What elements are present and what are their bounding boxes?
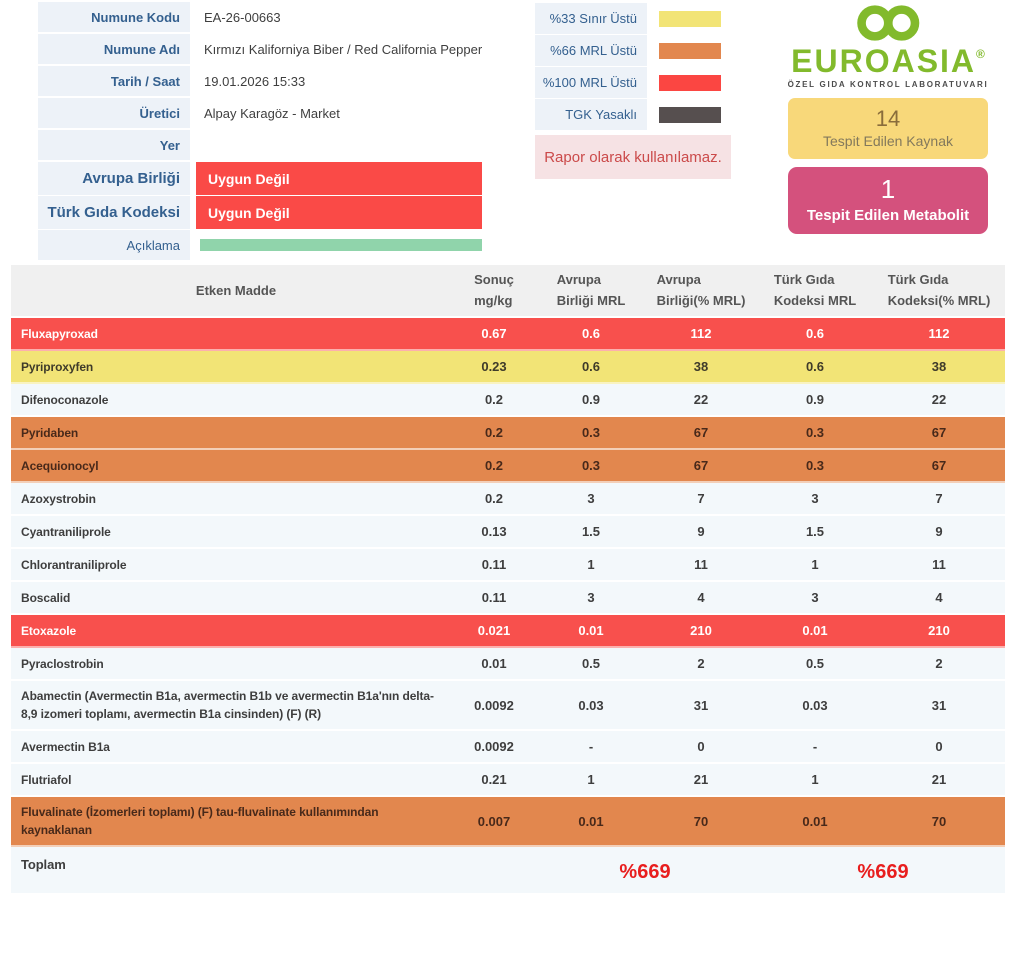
- eu-percent-mrl: 4: [697, 590, 705, 605]
- column-header-sonuc: [451, 265, 537, 316]
- info-label: Tarih / Saat: [38, 66, 190, 96]
- tgk-mrl: 1.5: [805, 524, 825, 539]
- substance-name: Etoxazole: [21, 623, 77, 638]
- column-header-etken-madde: [11, 265, 451, 316]
- column-header-text: Avrupa: [656, 272, 701, 288]
- tgk-mrl: 1: [811, 772, 819, 787]
- tgk-percent-mrl: 38: [931, 359, 947, 374]
- aciklama-label: Açıklama: [38, 230, 190, 260]
- info-label: Yer: [38, 130, 190, 160]
- legend-label: TGK Yasaklı: [535, 99, 647, 130]
- eu-mrl: 3: [587, 491, 595, 506]
- column-header-text: Kodeksi MRL: [773, 292, 857, 308]
- info-value: EA-26-00663: [204, 9, 281, 25]
- tgk-mrl: 0.01: [802, 623, 828, 638]
- column-header-eu-mrl: [537, 265, 645, 316]
- eu-percent-mrl: 112: [690, 326, 712, 341]
- eu-mrl: 1.5: [581, 524, 601, 539]
- legend-color-swatch: [659, 11, 721, 27]
- column-header-text: Etken Madde: [195, 283, 277, 298]
- eu-percent-mrl: 67: [693, 425, 709, 440]
- column-header-text: mg/kg: [474, 292, 513, 308]
- table-row: [11, 318, 1005, 351]
- table-row: [11, 417, 1005, 450]
- result-mgkg: 0.11: [481, 590, 507, 605]
- brand-wordmark: [768, 45, 1008, 77]
- brand-panel: [768, 2, 1008, 242]
- info-row: [38, 34, 482, 64]
- info-value: [190, 130, 204, 160]
- tgk-mrl: 0.6: [805, 326, 825, 341]
- substance-name: Azoxystrobin: [21, 491, 96, 506]
- eu-mrl: 3: [587, 590, 595, 605]
- table-row: [11, 797, 1005, 847]
- column-header-text: Türk Gıda: [773, 272, 835, 288]
- eu-percent-mrl: 7: [697, 491, 705, 506]
- tgk-percent-mrl: 4: [935, 590, 943, 605]
- info-label: Numune Adı: [38, 34, 190, 64]
- column-header-text: Avrupa: [556, 272, 601, 288]
- tgk-mrl: 3: [811, 590, 819, 605]
- substance-name: Fluvalinate (İzomerleri toplamı) (F) tau-fluvalinate kullanımından kaynaklanan: [21, 805, 379, 837]
- result-mgkg: 0.2: [484, 392, 504, 407]
- table-row: [11, 764, 1005, 797]
- compliance-row: [38, 162, 482, 195]
- info-label: Numune Kodu: [38, 2, 190, 32]
- result-mgkg: 0.21: [481, 772, 507, 787]
- info-row: [38, 2, 482, 32]
- legend-rows: [535, 3, 731, 130]
- compliance-rows: [38, 162, 482, 229]
- table-row: [11, 351, 1005, 384]
- legend-row: [535, 99, 731, 130]
- result-mgkg: 0.021: [477, 623, 511, 638]
- legend-color-swatch: [659, 43, 721, 59]
- stat-label: Tespit Edilen Metabolit: [806, 207, 970, 225]
- sample-info-rows: [38, 2, 482, 160]
- column-header-tgk-mrl: [757, 265, 873, 316]
- substance-name: Flutriafol: [21, 772, 72, 787]
- compliance-row: [38, 196, 482, 229]
- column-header-text: Türk Gıda: [887, 272, 949, 288]
- table-row: [11, 615, 1005, 648]
- result-mgkg: 0.2: [484, 491, 504, 506]
- legend-row: [535, 3, 731, 34]
- compliance-label: Avrupa Birliği: [38, 162, 190, 195]
- eu-mrl: 1: [587, 557, 595, 572]
- result-mgkg: 0.007: [477, 813, 511, 829]
- compliance-label: Türk Gıda Kodeksi: [38, 196, 190, 229]
- stat-card: [788, 167, 988, 234]
- substance-name: Boscalid: [21, 590, 71, 605]
- report-disclaimer-note: Rapor olarak kullanılamaz.: [535, 135, 731, 179]
- eu-mrl: 0.5: [581, 656, 601, 671]
- legend-row: [535, 35, 731, 66]
- eu-mrl: 1: [587, 772, 595, 787]
- total-label: Toplam: [21, 857, 66, 872]
- stat-label: Tespit Edilen Kaynak: [823, 133, 953, 150]
- column-header-text: Kodeksi(% MRL): [887, 292, 991, 308]
- table-row: [11, 516, 1005, 549]
- tgk-percent-mrl: 210: [928, 623, 950, 638]
- eu-mrl: 0.3: [581, 458, 601, 473]
- tgk-percent-mrl: 31: [931, 697, 947, 713]
- substance-name: Pyridaben: [21, 425, 79, 440]
- legend-label: %100 MRL Üstü: [535, 67, 647, 98]
- eu-percent-mrl: 67: [693, 458, 709, 473]
- info-label: Üretici: [38, 98, 190, 128]
- tgk-percent-mrl: 2: [935, 656, 943, 671]
- substance-name: Acequionocyl: [21, 458, 99, 473]
- brand-subtitle: ÖZEL GIDA KONTROL LABORATUVARI: [787, 80, 989, 89]
- result-mgkg: 0.0092: [474, 697, 514, 713]
- legend-label: %66 MRL Üstü: [535, 35, 647, 66]
- table-row: [11, 483, 1005, 516]
- substance-name: Fluxapyroxad: [21, 326, 98, 341]
- tgk-percent-mrl: 9: [935, 524, 943, 539]
- result-mgkg: 0.13: [481, 524, 507, 539]
- tgk-percent-mrl: 0: [935, 739, 943, 754]
- tgk-mrl: 3: [811, 491, 819, 506]
- substance-name: Chlorantraniliprole: [21, 557, 127, 572]
- stat-value: 14: [875, 106, 901, 131]
- result-mgkg: 0.2: [484, 425, 504, 440]
- results-table: [11, 265, 1005, 895]
- substance-name: Pyriproxyfen: [21, 359, 94, 374]
- total-empty-cell: [451, 847, 537, 893]
- info-value: Alpay Karagöz - Market: [204, 105, 340, 121]
- tgk-percent-mrl: 22: [931, 392, 947, 407]
- brand-name: EUROASIA: [791, 43, 977, 79]
- tgk-mrl: 1: [811, 557, 819, 572]
- eu-percent-mrl: 0: [697, 739, 705, 754]
- tgk-mrl: 0.03: [802, 697, 828, 713]
- result-mgkg: 0.01: [481, 656, 507, 671]
- tgk-percent-mrl: 112: [928, 326, 950, 341]
- column-header-text: Sonuç: [474, 272, 514, 288]
- sample-info-table: [38, 2, 482, 262]
- stat-cards: [768, 98, 1008, 234]
- tgk-percent-mrl: 70: [931, 813, 947, 829]
- tgk-mrl: -: [812, 739, 818, 754]
- infinity-logo-icon: [768, 2, 1008, 44]
- eu-mrl: -: [588, 739, 594, 754]
- eu-percent-mrl: 11: [694, 557, 708, 572]
- tgk-mrl: 0.3: [805, 458, 825, 473]
- severity-legend: [535, 3, 731, 179]
- stat-value: 1: [880, 174, 896, 205]
- legend-color-swatch: [659, 107, 721, 123]
- report-header-section: [0, 0, 1016, 265]
- result-mgkg: 0.0092: [474, 739, 514, 754]
- info-value: Kırmızı Kaliforniya Biber / Red California Pepper: [204, 41, 483, 57]
- results-table-header: [11, 265, 1005, 318]
- legend-color-swatch: [659, 75, 721, 91]
- result-mgkg: 0.2: [484, 458, 504, 473]
- table-row: [11, 549, 1005, 582]
- stat-card: [788, 98, 988, 159]
- eu-percent-mrl: 70: [693, 813, 709, 829]
- tgk-percent-mrl: 11: [932, 557, 946, 572]
- column-header-text: Birliği(% MRL): [656, 292, 746, 308]
- info-value: 19.01.2026 15:33: [204, 73, 306, 89]
- result-mgkg: 0.23: [481, 359, 507, 374]
- column-header-text: Birliği MRL: [556, 292, 626, 308]
- eu-percent-mrl: 22: [693, 392, 709, 407]
- eu-mrl: 0.01: [578, 813, 604, 829]
- table-row: [11, 681, 1005, 731]
- eu-percent-mrl: 210: [690, 623, 712, 638]
- tgk-percent-mrl: 21: [931, 772, 947, 787]
- tgk-mrl: 0.5: [805, 656, 825, 671]
- results-table-body: [11, 318, 1005, 847]
- legend-row: [535, 67, 731, 98]
- eu-percent-mrl: 2: [697, 656, 705, 671]
- total-eu-percent: %669: [619, 861, 671, 883]
- tgk-percent-mrl: 67: [931, 425, 947, 440]
- eu-percent-mrl: 31: [693, 697, 709, 713]
- legend-label: %33 Sınır Üstü: [535, 3, 647, 34]
- info-row: [38, 98, 482, 128]
- compliance-status-badge: Uygun Değil: [196, 162, 482, 195]
- total-row: [11, 847, 1005, 895]
- tgk-mrl: 0.9: [805, 392, 825, 407]
- eu-mrl: 0.6: [581, 359, 601, 374]
- table-row: [11, 648, 1005, 681]
- substance-name: Pyraclostrobin: [21, 656, 104, 671]
- tgk-percent-mrl: 7: [935, 491, 943, 506]
- compliance-status-badge: Uygun Değil: [196, 196, 482, 229]
- tgk-mrl: 0.01: [802, 813, 828, 829]
- tgk-mrl: 0.6: [805, 359, 825, 374]
- tgk-percent-mrl: 67: [931, 458, 947, 473]
- tgk-mrl: 0.3: [805, 425, 825, 440]
- eu-percent-mrl: 9: [697, 524, 705, 539]
- column-header-eu-percent-mrl: [645, 265, 757, 316]
- eu-mrl: 0.9: [581, 392, 601, 407]
- table-row: [11, 731, 1005, 764]
- substance-name: Abamectin (Avermectin B1a, avermectin B1b ve avermectin B1a'nın delta-8,9 izomeri toplamı, avermectin B1a cinsinden) (F) (R): [21, 689, 434, 721]
- substance-name: Avermectin B1a: [21, 739, 110, 754]
- substance-name: Cyantraniliprole: [21, 524, 111, 539]
- substance-name: Difenoconazole: [21, 392, 109, 407]
- result-mgkg: 0.11: [481, 557, 507, 572]
- eu-percent-mrl: 21: [693, 772, 709, 787]
- eu-mrl: 0.03: [578, 697, 604, 713]
- eu-mrl: 0.6: [581, 326, 601, 341]
- aciklama-row: [38, 230, 482, 260]
- eu-mrl: 0.3: [581, 425, 601, 440]
- table-row: [11, 582, 1005, 615]
- eu-mrl: 0.01: [578, 623, 604, 638]
- result-mgkg: 0.67: [481, 326, 507, 341]
- aciklama-bar: [200, 239, 482, 251]
- total-tgk-percent: %669: [857, 861, 909, 883]
- registered-mark: ®: [976, 47, 985, 61]
- table-row: [11, 384, 1005, 417]
- info-row: [38, 130, 482, 160]
- eu-percent-mrl: 38: [693, 359, 709, 374]
- column-header-tgk-percent-mrl: [873, 265, 1005, 316]
- info-row: [38, 66, 482, 96]
- table-row: [11, 450, 1005, 483]
